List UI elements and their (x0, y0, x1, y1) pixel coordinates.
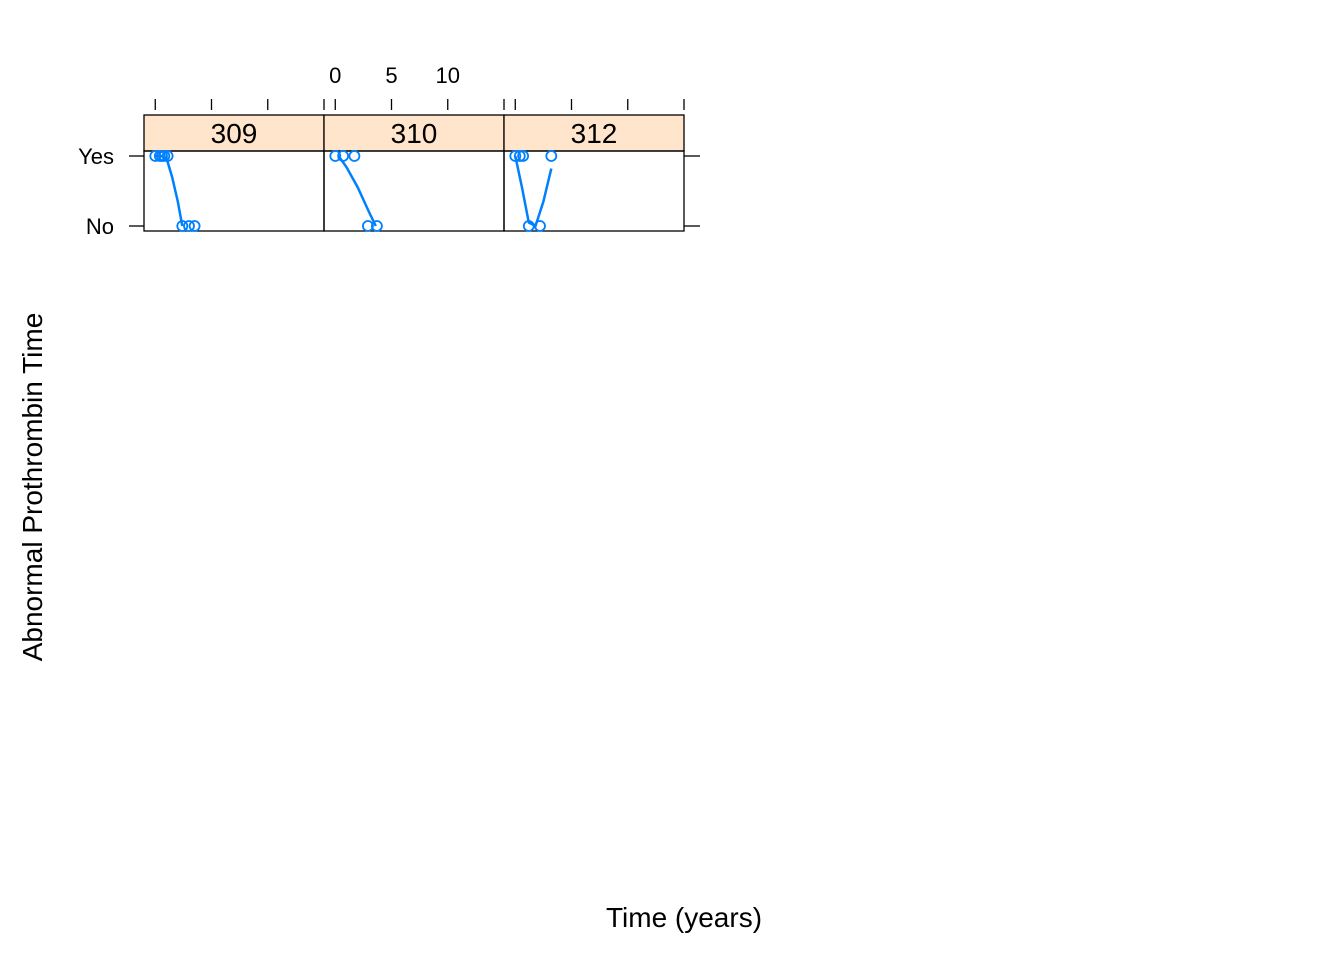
panel-312 (504, 115, 684, 231)
strip-label: 309 (210, 118, 258, 149)
panel-310 (324, 115, 504, 231)
panel-frame-312 (504, 151, 684, 231)
panels-layer (144, 115, 684, 231)
x-tick-label: 5 (385, 63, 398, 88)
x-tick-label: 10 (435, 63, 460, 88)
y-tick-label: Yes (78, 144, 114, 169)
x-axis-title: Time (years) (605, 902, 763, 933)
data-point (546, 151, 556, 161)
smooth-line (515, 156, 551, 226)
strip-label: 310 (390, 118, 438, 149)
smooth-line (155, 156, 182, 226)
y-tick-label: No (85, 214, 114, 239)
data-point (349, 151, 359, 161)
strip-label: 312 (570, 118, 618, 149)
smooth-line (339, 156, 376, 226)
x-tick-label: 0 (329, 63, 342, 88)
panel-309 (144, 115, 324, 231)
panel-frame-309 (144, 151, 324, 231)
y-axis-title: Abnormal Prothrombin Time (17, 312, 48, 662)
panel-frame-310 (324, 151, 504, 231)
